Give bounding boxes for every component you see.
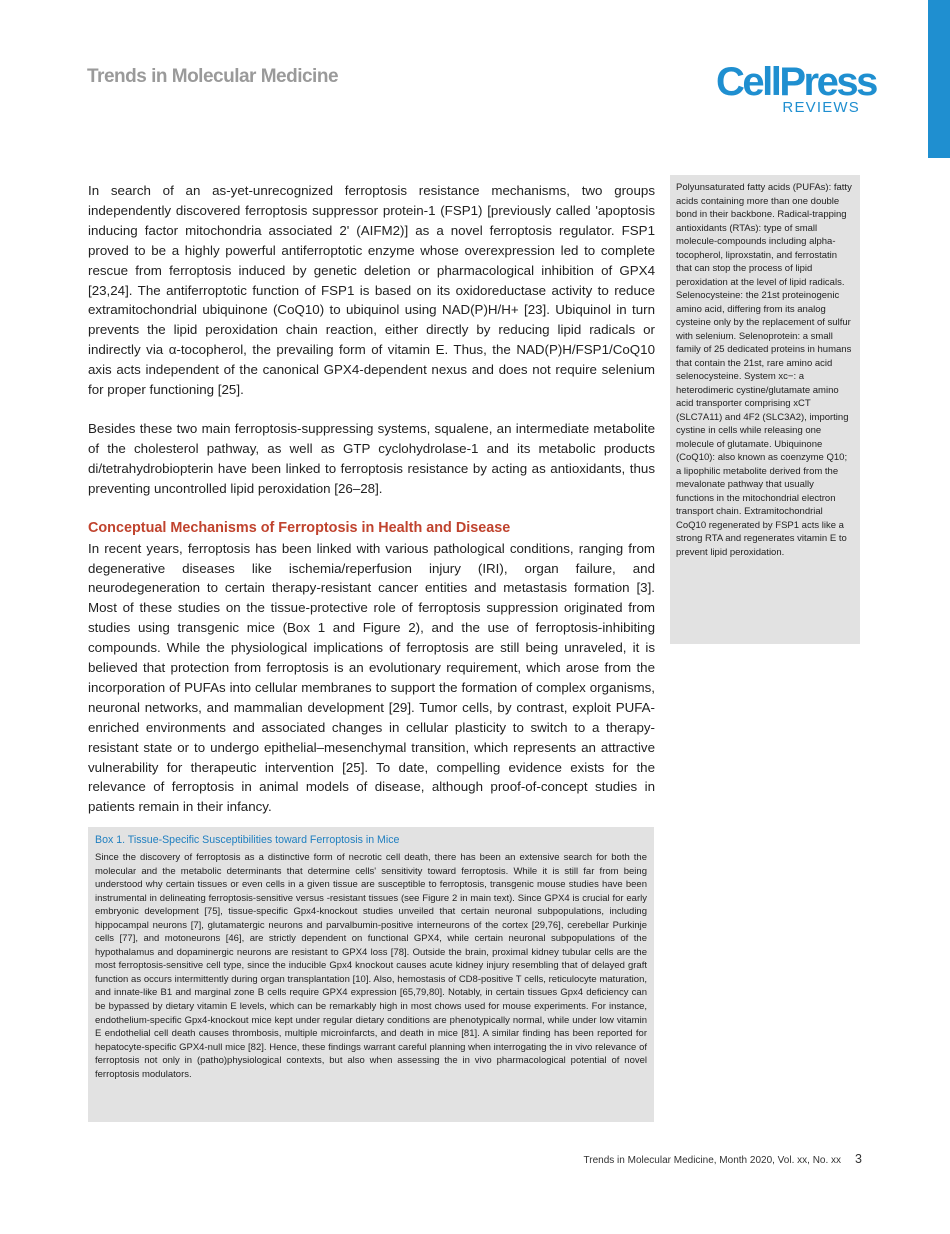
page-edge-tab bbox=[928, 0, 950, 158]
section-heading: Conceptual Mechanisms of Ferroptosis in Health and Disease bbox=[88, 519, 511, 536]
glossary-sidebar bbox=[670, 175, 860, 644]
page-number: 3 bbox=[855, 1152, 862, 1166]
footer-citation: Trends in Molecular Medicine, Month 2020, Vol. xx, No. xx bbox=[583, 1155, 842, 1166]
brand-sub: REVIEWS bbox=[782, 99, 860, 116]
main-text bbox=[88, 181, 655, 817]
box-1 bbox=[88, 827, 654, 1122]
paragraph-3: In recent years, ferroptosis has been linked with various pathological conditions, ranging from degenerative diseases like ischemia/reperfusion injury (IRI), organ failure, and neurodegeneration to certain therapy-resistant cancer entities and metastasis formation [3]. Most of these studies on the tissue-protective role of ferroptosis suppression originated from studies using transgenic mice (Box 1 and Figure 2), and the use of ferroptosis-inhibiting compounds. While the physiological implications of ferroptosis are still being unraveled, it is believed that protection from ferroptosis is an evolutionary requirement, which arose from the incorporation of PUFAs into cellular membranes to support the formation of complex organisms, neuronal networks, and mammalian development [29]. Tumor cells, by contrast, exploit PUFA-enriched environments and associated changes in cellular plasticity to switch to a therapy-resistant state or to undergo epithelial–mesenchymal transition, which represents an attractive vulnerability for therapeutic intervention [25]. To date, compelling evidence exists for the relevance of ferroptosis in animal models of disease, although proof-of-concept studies in patients remain in their infancy. bbox=[88, 540, 655, 815]
paragraph-1: In search of an as-yet-unrecognized ferroptosis resistance mechanisms, two groups independently discovered ferroptosis suppressor protein-1 (FSP1) [previously called 'apoptosis inducing factor mitochondria associated 2' (AIFM2)] as a novel ferroptosis regulator. FSP1 proved to be a highly powerful antiferroptotic enzyme whose overexpression led to complete rescue from ferroptosis induced by genetic deletion or pharmacological inhibition of GPX4 [23,24]. The antiferroptotic function of FSP1 is based on its oxidoreductase activity to reduce extramitochondrial ubiquinone (CoQ10) to ubiquinol using NAD(P)H/H+ [23]. Ubiquinol in turn prevents the lipid peroxidation chain reaction, either directly by reducing lipid radicals or indirectly via α-tocopherol, the prevailing form of vitamin E. Thus, the NAD(P)H/FSP1/CoQ10 axis acts independent of the canonical GPX4-dependent nexus and does not require selenium for proper functioning [25]. bbox=[88, 183, 655, 398]
page-footer bbox=[584, 1152, 862, 1166]
cellpress-logo bbox=[716, 60, 876, 116]
glossary-text: Polyunsaturated fatty acids (PUFAs): fatty acids containing more than one double bond in their backbone. Radical-trapping antioxidants (RTAs): type of small molecule-compounds including alpha-tocopherol, liproxstatin, and ferrostatin that can stop the process of lipid peroxidation at the level of lipid radicals. Selenocysteine: the 21st proteinogenic amino acid, differing from its analog cysteine only by the replacement of sulfur with selenium. Selenoprotein: a small family of 25 dedicated proteins in humans that contain the 21st, rare amino acid selenocysteine. System xc−: a heterodimeric cystine/glutamate amino acid transporter comprising xCT (SLC7A11) and 4F2 (SLC3A2), importing cystine in cells while releasing one molecule of glutamate. Ubiquinone (CoQ10): also known as coenzyme Q10; a lipophilic metabolite derived from the mevalonate pathway that usually functions in the mitochondrial electron transport chain. Extramitochondrial CoQ10 regenerated by FSP1 acts like a strong RTA and regenerates vitamin E to prevent lipid peroxidation. bbox=[676, 182, 852, 558]
box-body: Since the discovery of ferroptosis as a distinctive form of necrotic cell death, there has been an extensive search for both the molecular and the metabolic determinants that determine cells' sensitivity toward ferroptosis. While it is still far from being understood why certain tissues or even cells in a given tissue are susceptible to ferroptosis, transgenic mouse studies have been instrumental in delineating ferroptosis-sensitive versus -resistant tissues (see Figure 2 in main text). Since GPX4 is crucial for early embryonic development [75], tissue-specific Gpx4-knockout studies unveiled that certain neuronal subpopulations, including hippocampal neurons [7], glutamatergic neurons and parvalbumin-positive interneurons of the cortex [29,76], cerebellar Purkinje cells [77], and motoneurons [46], are strictly dependent on functional GPX4, while certain neuronal subpopulations of the hypothalamus and dopaminergic neurons are resistant to GPX4 loss [78]. Outside the brain, proximal kidney tubular cells are the most ferroptosis-sensitive cell type, since the inducible Gpx4 knockout causes acute kidney injury resembling that of delayed graft function as occurs intermittently during organ transplantation [10]. Also, hemostasis of CD8-positive T cells, reticulocyte maturation, and innate-like B1 and marginal zone B cells require GPX4 expression [65,79,80]. Notably, in certain tissues Gpx4 deficiency can be bypassed by dietary vitamin E levels, which can be remarkably high in most chows used for mouse experiments. For instance, endothelium-specific Gpx4-knockout mice kept under regular dietary conditions are phenotypically normal, while under low vitamin E endothelial cell death causes thrombosis, multiple microinfarcts, and death in mice [81]. A similar finding has been reported for hepatocyte-specific GPX4-null mice [82]. Hence, these findings warrant careful planning when interrogating the in vivo relevance of ferroptosis not only in (patho)physiological contexts, but also when assessing the in vivo pharmacological potential of novel ferroptosis modulators. bbox=[95, 852, 647, 1080]
box-title: Box 1. Tissue-Specific Susceptibilities toward Ferroptosis in Mice bbox=[95, 834, 400, 846]
journal-title: Trends in Molecular Medicine bbox=[87, 66, 339, 87]
paragraph-2: Besides these two main ferroptosis-suppressing systems, squalene, an intermediate metabolite of the cholesterol pathway, as well as GTP cyclohydrolase-1 and its metabolic products di/tetrahydrobiopterin have been linked to ferroptosis resistance by acting as antioxidants, thus preventing uncontrolled lipid peroxidation [26–28]. bbox=[88, 420, 655, 496]
brand-main: CellPress bbox=[716, 60, 876, 104]
